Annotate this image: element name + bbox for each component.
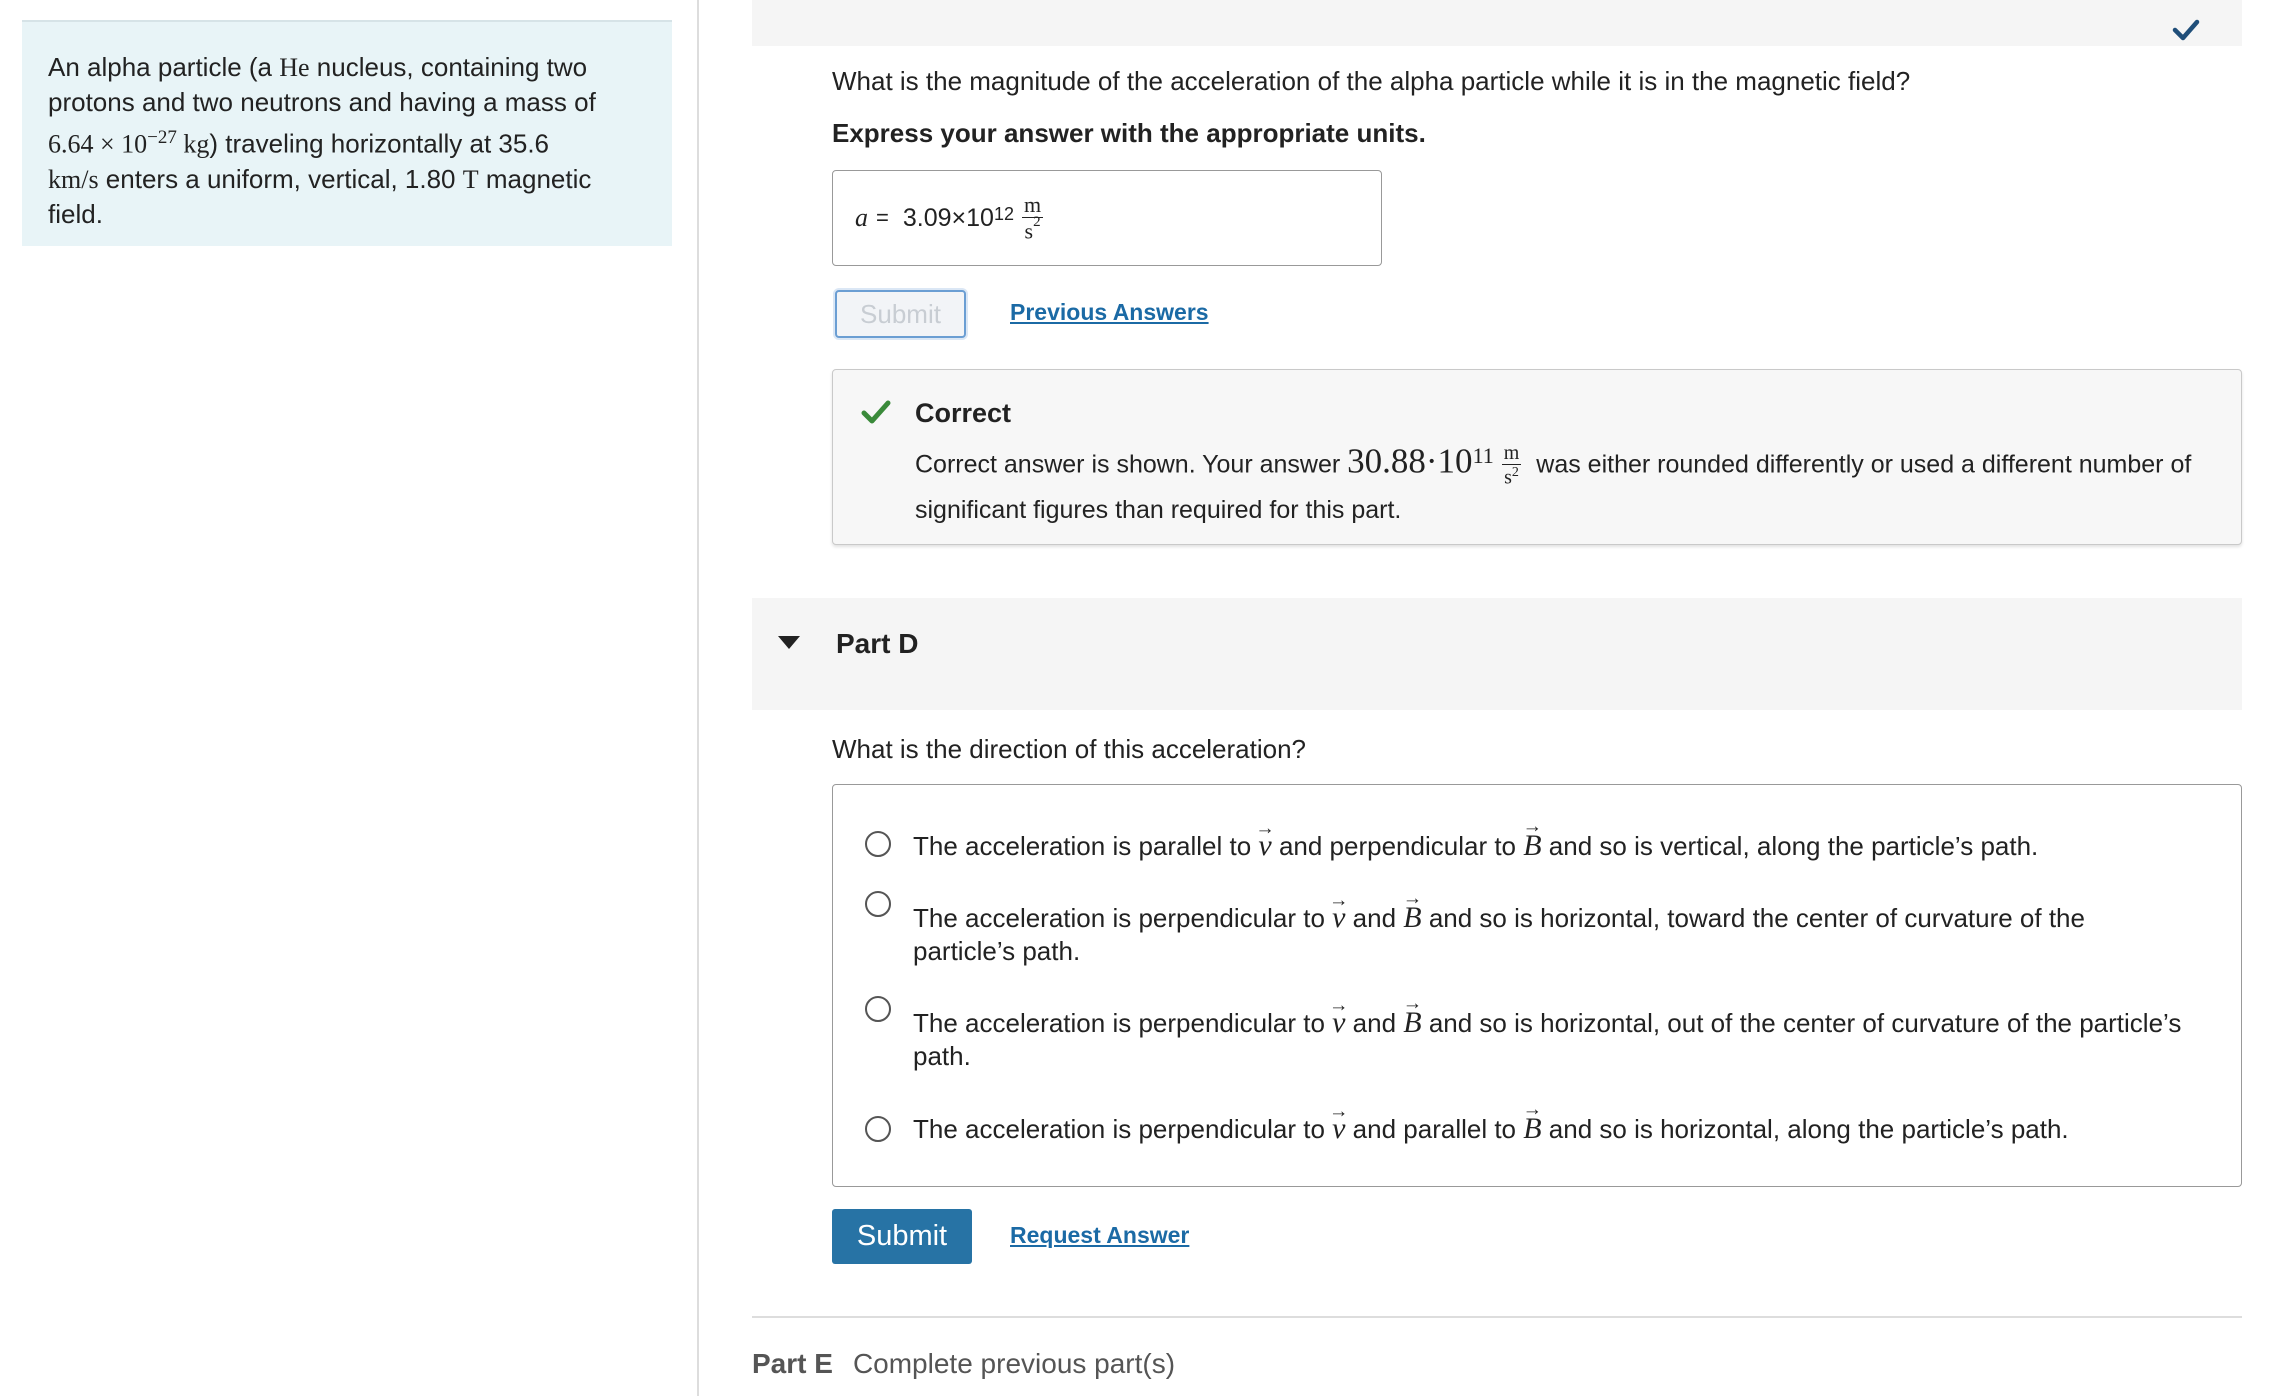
field-unit: T: [462, 164, 479, 194]
collapse-caret-icon[interactable]: [778, 636, 800, 649]
answer-unit-numerator: m: [1023, 191, 1042, 217]
mass-unit: kg: [176, 129, 210, 159]
option-text: and so is horizontal, out of the center of curvature of the particle’s path.: [913, 1008, 2182, 1071]
feedback-text-1: Correct answer is shown. Your answer: [915, 450, 1348, 479]
answer-equals-sign: =: [876, 205, 889, 230]
part-d-header[interactable]: [752, 598, 2242, 710]
mass-exponent: −27: [147, 127, 177, 148]
problem-text-1: An alpha particle (a: [48, 52, 280, 82]
correct-check-icon: [861, 398, 891, 428]
request-answer-link[interactable]: Request Answer: [1010, 1222, 1190, 1248]
previous-answers-link[interactable]: Previous Answers: [1010, 299, 1209, 325]
submit-button-disabled[interactable]: Submit: [835, 290, 966, 338]
option-text: The acceleration is parallel to: [913, 831, 1259, 861]
velocity-vector: → v: [1258, 829, 1271, 862]
option-text: and perpendicular to: [1271, 831, 1524, 861]
velocity-vector: → v: [1332, 1006, 1345, 1039]
option-text: and so is horizontal, along the particle’s path.: [1541, 1114, 2069, 1144]
velocity-vector: → v: [1332, 901, 1345, 934]
your-answer-unit-denominator: $s^2$: [1504, 465, 1519, 490]
answer-variable-label: a: [855, 203, 868, 232]
option-text: and so is horizontal, toward the center of curvature of the particle’s path.: [913, 903, 2085, 966]
option-text: and: [1345, 1008, 1404, 1038]
answer-options-group: [832, 784, 2242, 1187]
part-e-status: Complete previous part(s): [852, 1348, 1176, 1379]
your-answer-value: 30.88·10: [1347, 441, 1473, 481]
problem-text-2: nucleus, containing two protons and two neutrons and having a mass of: [48, 52, 596, 117]
section-divider: [752, 1316, 2242, 1318]
feedback-title: Correct: [915, 398, 1012, 428]
part-c-question: What is the magnitude of the acceleration of the alpha particle while it is in the magnetic field?: [832, 66, 1911, 96]
answer-value: 3.09×10: [902, 203, 994, 232]
velocity-vector: → v: [1332, 1112, 1345, 1145]
field-vector: → B: [1403, 901, 1421, 934]
completed-check-icon: [2172, 16, 2200, 44]
field-vector: → B: [1523, 1112, 1541, 1145]
submit-button[interactable]: Submit: [832, 1209, 972, 1264]
part-c-header-band: [752, 0, 2242, 46]
your-answer-unit: [1502, 443, 1522, 488]
helium-symbol: He: [279, 53, 310, 82]
answer-unit-denominator: $s^2$: [1024, 213, 1041, 244]
option-label[interactable]: [913, 901, 2193, 968]
problem-text-4: enters a uniform, vertical, 1.80: [98, 163, 463, 194]
part-e-label: Part E: [752, 1348, 833, 1379]
radio-button[interactable]: [865, 1116, 891, 1142]
your-answer-unit-numerator: m: [1503, 442, 1520, 465]
panel-divider: [697, 0, 699, 1396]
part-d-question: What is the direction of this acceleration?: [832, 734, 1307, 764]
option-label[interactable]: [913, 829, 2193, 863]
radio-button[interactable]: [865, 891, 891, 917]
option-text: and so is vertical, along the particle’s path.: [1541, 831, 2039, 861]
field-vector: → B: [1403, 1006, 1421, 1039]
feedback-message: [915, 434, 2215, 532]
problem-statement-panel: [22, 20, 672, 246]
option-text: The acceleration is perpendicular to: [913, 1114, 1333, 1144]
part-e-header: [752, 1348, 1175, 1380]
field-vector: → B: [1523, 829, 1541, 862]
part-c-instruction: Express your answer with the appropriate units.: [832, 118, 1426, 148]
answer-input-field[interactable]: [832, 170, 1382, 266]
radio-button[interactable]: [865, 831, 891, 857]
option-label[interactable]: [913, 1112, 2193, 1146]
part-d-title: Part D: [836, 628, 919, 659]
option-text: The acceleration is perpendicular to: [913, 903, 1333, 933]
feedback-box: [832, 369, 2242, 545]
your-answer-exponent: 11: [1472, 443, 1494, 468]
option-text: and: [1345, 903, 1404, 933]
answer-exponent: 12: [993, 203, 1014, 224]
feedback-text-2: was either rounded differently or used a different number of significant figures than required for this part.: [915, 450, 2192, 525]
problem-text-3: ) traveling horizontally at 35.6: [209, 128, 550, 159]
answer-unit: [1022, 191, 1043, 244]
option-label[interactable]: [913, 1006, 2193, 1073]
option-text: and parallel to: [1345, 1114, 1524, 1144]
mass-value: 6.64 × 10: [48, 129, 148, 159]
speed-unit: km/s: [48, 164, 99, 194]
radio-button[interactable]: [865, 996, 891, 1022]
problem-text-5: magnetic field.: [48, 163, 592, 229]
option-text: The acceleration is perpendicular to: [913, 1008, 1333, 1038]
